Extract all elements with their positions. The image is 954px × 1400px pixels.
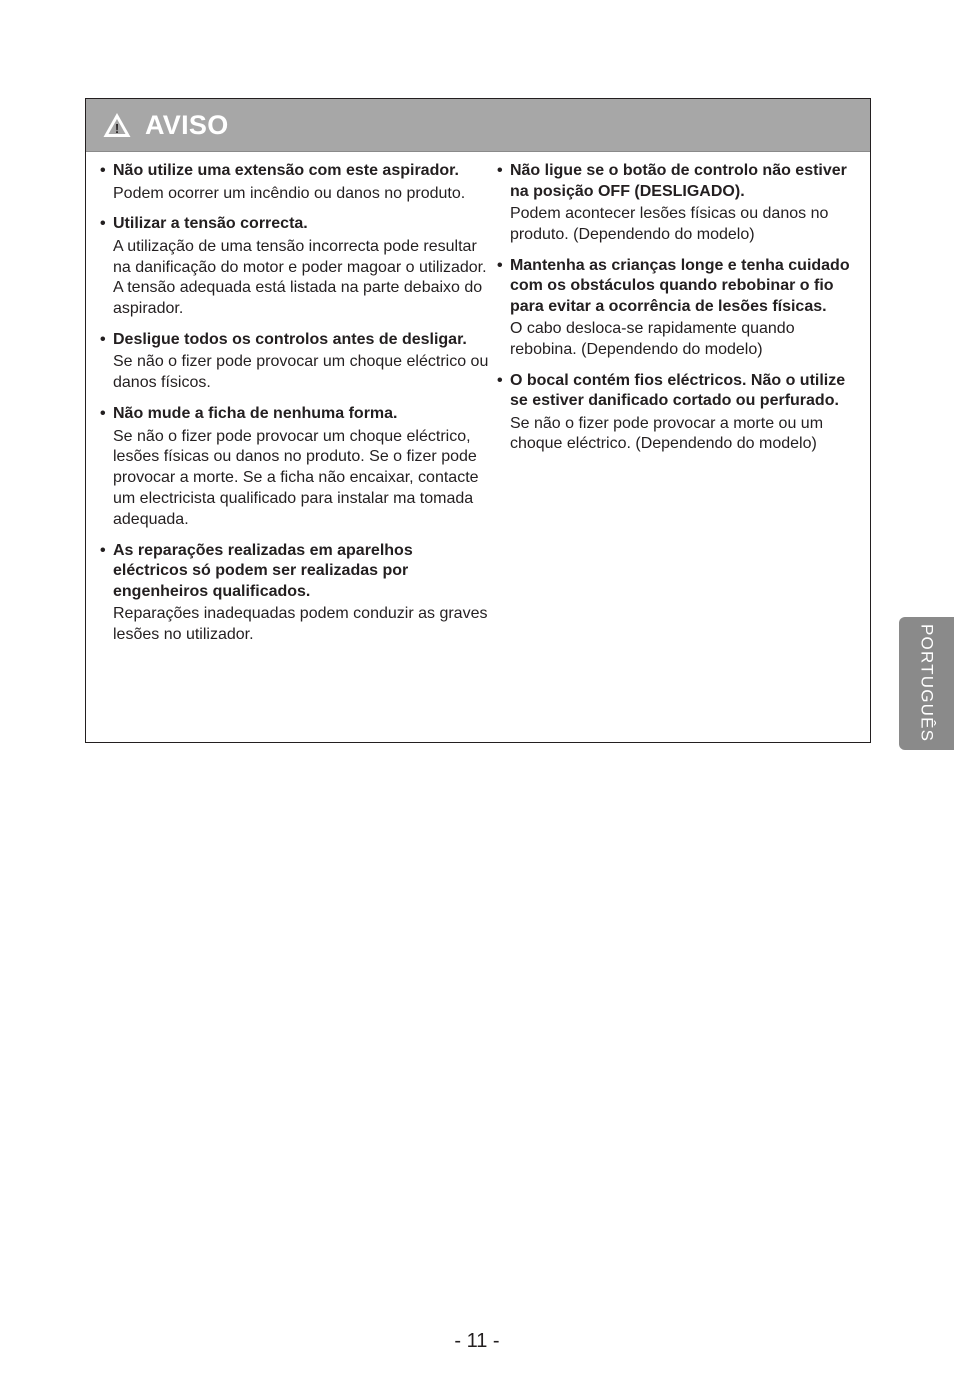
warning-item-body: Se não o fizer pode provocar um choque eléctrico, lesões físicas ou danos no produto. Se o fizer pode provocar a morte. Se a ficha não encaixar, contacte um electricista qualificado para instalar ma tomada adequada.: [113, 427, 479, 528]
warning-item: [100, 541, 491, 646]
warning-item-body: Reparações inadequadas podem conduzir as graves lesões no utilizador.: [113, 605, 488, 643]
bullet: •: [496, 162, 503, 179]
warning-item: [100, 330, 491, 394]
warning-item: [100, 404, 491, 530]
bullet: •: [100, 405, 106, 423]
bullet: •: [496, 256, 503, 274]
warning-item-body: Se não o fizer pode provocar um choque eléctrico ou danos físicos.: [113, 353, 489, 392]
warning-item-body: A utilização de uma tensão incorrecta pode resultar na danificação do motor e poder magoar o utilizador. A tensão adequada está listada na parte debaixo do aspirador.: [113, 237, 487, 318]
warning-header: [86, 99, 870, 152]
warning-item: [100, 161, 491, 204]
bullet: •: [100, 330, 106, 348]
bullet: •: [100, 162, 106, 179]
warning-item-body: Podem ocorrer um incêndio ou danos no produto.: [113, 184, 466, 202]
left-column: [86, 161, 497, 656]
warning-item: [497, 256, 854, 361]
warning-item-heading: • Não utilize uma extensão com este aspirador.: [100, 161, 491, 182]
bullet: •: [496, 371, 503, 389]
warning-title: AVISO: [145, 109, 229, 140]
warning-item: [497, 371, 854, 456]
warning-triangle-icon: [102, 111, 132, 139]
warning-item-heading: • Não mude a ficha de nenhuma forma.: [100, 404, 491, 425]
page-number: - 11 -: [454, 1330, 500, 1352]
language-tab-label: PORTUGUÊS: [917, 624, 937, 743]
warning-item-heading: • As reparações realizadas em aparelhos eléctricos só podem ser realizadas por engenheiros qualificados.: [100, 541, 413, 600]
warning-box: [85, 98, 871, 743]
bullet: •: [100, 215, 106, 233]
warning-item: [100, 214, 491, 320]
warning-item-heading: • Desligue todos os controlos antes de desligar.: [100, 330, 491, 351]
warning-item-heading: • Utilizar a tensão correcta.: [100, 214, 491, 235]
warning-item-heading: • Mantenha as crianças longe e tenha cuidado com os obstáculos quando rebobinar o fio para evitar a ocorrência de lesões físicas.: [496, 256, 850, 315]
warning-columns: [86, 161, 870, 656]
svg-text:!: !: [114, 121, 120, 136]
warning-item-body: Podem acontecer lesões físicas ou danos no produto. (Dependendo do modelo): [509, 205, 829, 243]
warning-item-heading: • O bocal contém fios eléctricos. Não o utilize se estiver danificado cortado ou perfurado.: [496, 371, 846, 410]
right-column: [497, 161, 870, 656]
warning-item-body: Se não o fizer pode provocar a morte ou um choque eléctrico. (Dependendo do modelo): [509, 414, 824, 453]
language-tab: [899, 617, 954, 750]
warning-item-body: O cabo desloca-se rapidamente quando rebobina. (Dependendo do modelo): [509, 320, 795, 358]
warning-item-heading: • Não ligue se o botão de controlo não estiver na posição OFF (DESLIGADO).: [496, 162, 847, 200]
bullet: •: [100, 541, 106, 559]
warning-item: [497, 161, 854, 246]
